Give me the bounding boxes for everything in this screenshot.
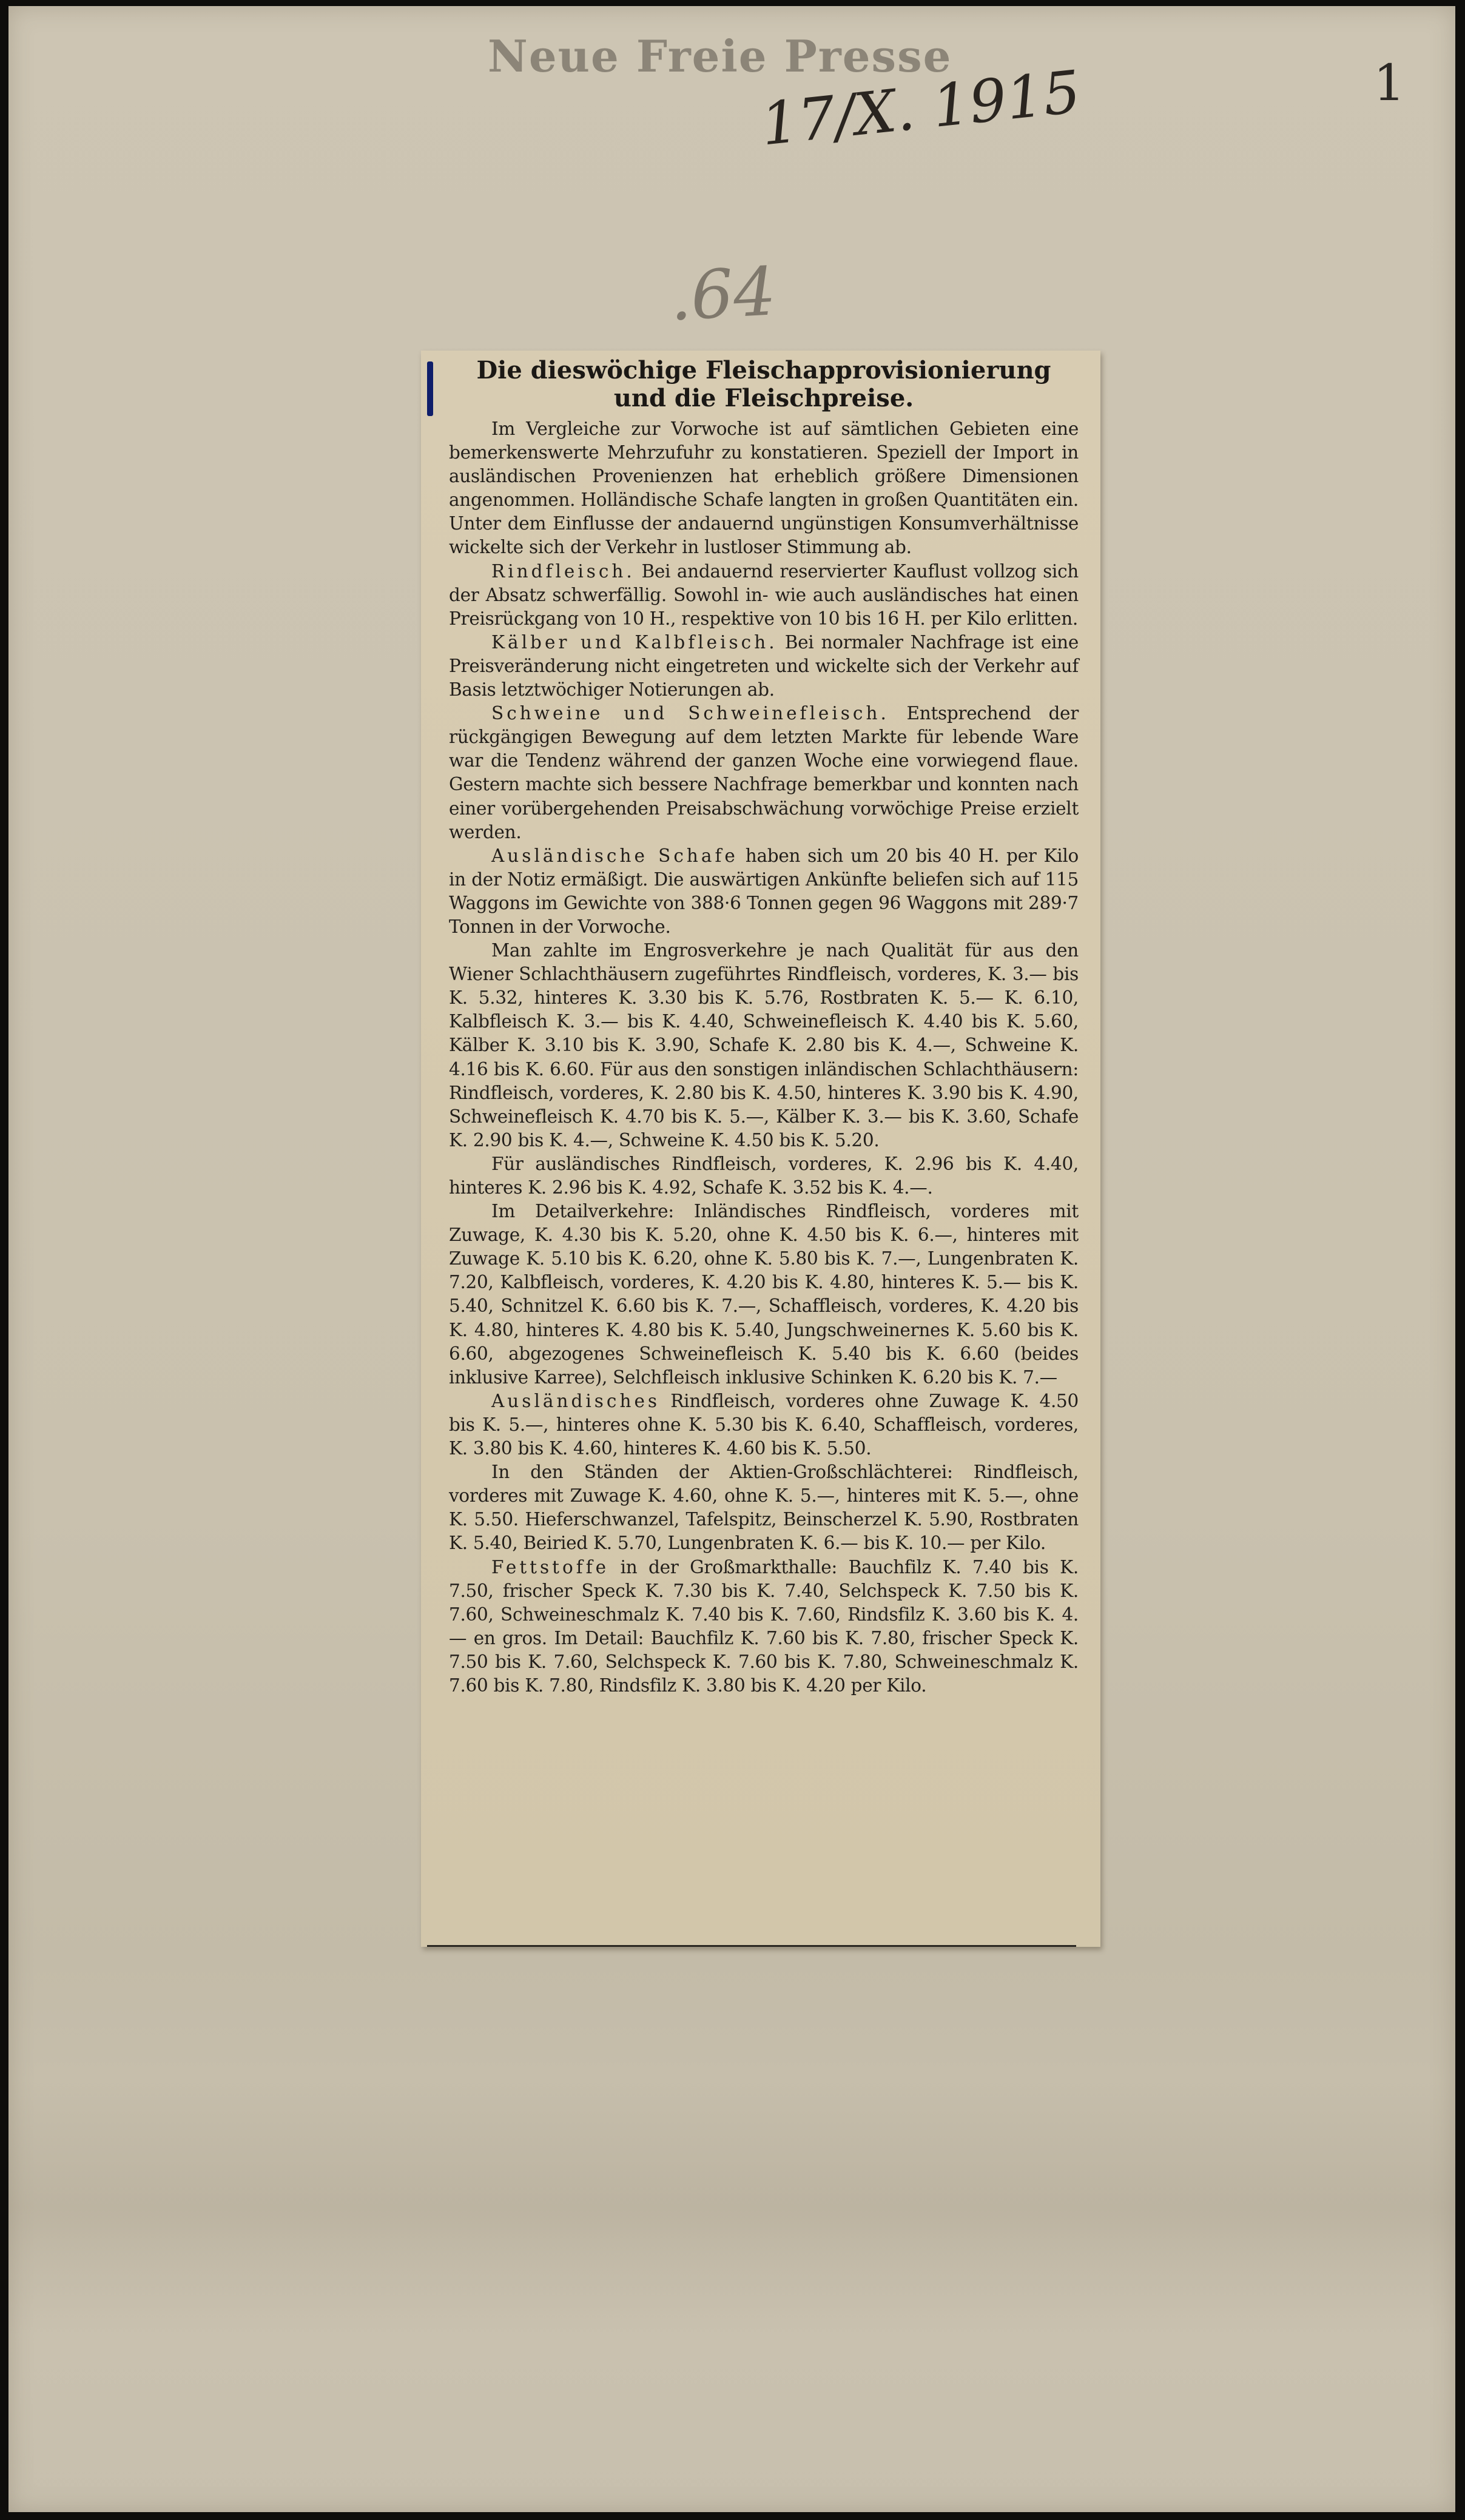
paragraph: Fettstoffe in der Großmarkthalle: Bauchfilz K. 7.40 bis K. 7.50, frischer Speck K. 7.30 bis K. 7.40, Selchspeck K. 7.50 bis K. 7.60, Schweineschmalz K. 7.40 bis K. 7.60, Rindsfilz K. 3.60 bis K. 4.— en gros. Im Detail: Bauchfilz K. 7.60 bis K. 7.80, frischer Speck K. 7.50 bis K. 7.60, Selchspeck K. 7.60 bis K. 7.80, Schweineschmalz K. 7.60 bis K. 7.80, Rindsfilz K. 3.80 bis K. 4.20 per Kilo.: [449, 1556, 1079, 1696]
paragraph: In den Ständen der Aktien-Großschlächterei: Rindfleisch, vorderes mit Zuwage K. 4.60, ohne K. 5.—, hinteres mit K. 5.—, ohne K. 5.50. Hieferschwanzel, Tafelspitz, Beinscherzel K. 5.90, Rostbraten K. 5.40, Beiried K. 5.70, Lungenbraten K. 6.— bis K. 10.— per Kilo.: [449, 1462, 1079, 1554]
paragraph: Ausländisches Rindfleisch, vorderes ohne Zuwage K. 4.50 bis K. 5.—, hinteres ohne K. 5.30 bis K. 6.40, Schaffleisch, vorderes, K. 3.80 bis K. 4.60, hinteres K. 4.60 bis K. 5.50.: [449, 1390, 1079, 1459]
paragraph: Im Detailverkehre: Inländisches Rindfleisch, vorderes mit Zuwage, K. 4.30 bis K. 5.20, ohne K. 4.50 bis K. 6.—, hinteres mit Zuwage K. 5.10 bis K. 6.20, ohne K. 5.80 bis K. 7.—, Lungenbraten K. 7.20, Kalbfleisch, vorderes, K. 4.20 bis K. 4.80, hinteres K. 5.— bis K. 5.40, Schnitzel K. 6.60 bis K. 7.—, Schaffleisch, vorderes, K. 4.20 bis K. 4.80, hinteres K. 4.80 bis K. 5.40, Jungschweinernes K. 5.60 bis K. 6.60, abgezogenes Schweinefleisch K. 5.40 bis K. 6.60 (beides inklusive Karree), Selchfleisch inklusive Schinken K. 6.20 bis K. 7.—: [449, 1201, 1079, 1388]
ink-mark-icon: [427, 361, 433, 416]
handwritten-date: 17/X. 1915: [758, 58, 1084, 159]
headline-line-2: und die Fleischpreise.: [613, 384, 914, 412]
paragraph: Im Vergleiche zur Vorwoche ist auf sämtlichen Gebieten eine bemerkenswerte Mehrzufuhr zu konstatieren. Speziell der Import in ausländischen Provenienzen hat erheblich größere Dimensionen angenommen. Holländische Schafe langten in großen Quantitäten ein. Unter dem Einflusse der andauernd ungünstigen Konsumverhältnisse wickelte sich der Verkehr in lustloser Stimmung ab.: [449, 418, 1079, 558]
paragraph: Kälber und Kalbfleisch. Bei normaler Nachfrage ist eine Preisveränderung nicht eingetreten und wickelte sich der Verkehr auf Basis letztwöchiger Notierungen ab.: [449, 631, 1079, 701]
paragraph: Man zahlte im Engrosverkehre je nach Qualität für aus den Wiener Schlachthäusern zugeführtes Rindfleisch, vorderes, K. 3.— bis K. 5.32, hinteres K. 3.30 bis K. 5.76, Rostbraten K. 5.— K. 6.10, Kalbfleisch K. 3.— bis K. 4.40, Schweinefleisch K. 4.40 bis K. 5.60, Kälber K. 3.10 bis K. 3.90, Schafe K. 2.80 bis K. 4.—, Schweine K. 4.16 bis K. 6.60. Für aus den sonstigen inländischen Schlachthäusern: Rindfleisch, vorderes, K. 2.80 bis K. 4.50, hinteres K. 3.90 bis K. 4.90, Schweinefleisch K. 4.70 bis K. 5.—, Kälber K. 3.— bis K. 3.60, Schafe K. 2.90 bis K. 4.—, Schweine K. 4.50 bis K. 5.20.: [449, 940, 1079, 1151]
article-headline: [449, 357, 1079, 412]
page-number: 1: [1373, 55, 1406, 112]
newspaper-stamp: Neue Freie Presse: [488, 30, 952, 82]
paragraph: Schweine und Schweinefleisch. Entsprechend der rückgängigen Bewegung auf dem letzten Markte für lebende Ware war die Tendenz während der ganzen Woche eine vorwiegend flaue. Gestern machte sich bessere Nachfrage bemerkbar und konnten nach einer vorübergehenden Preisabschwächung vorwöchige Preise erzielt werden.: [449, 703, 1079, 842]
pencil-mark: .64: [667, 252, 778, 336]
paragraph: Für ausländisches Rindfleisch, vorderes, K. 2.96 bis K. 4.40, hinteres K. 2.96 bis K. 4.92, Schafe K. 3.52 bis K. 4.—.: [449, 1153, 1079, 1198]
headline-line-1: Die dieswöchige Fleischapprovisionierung: [476, 356, 1051, 385]
archive-sheet: [8, 6, 1455, 2512]
newspaper-clipping: [421, 351, 1100, 1947]
bottom-rule: [427, 1945, 1076, 1947]
paragraph: Rindfleisch. Bei andauernd reservierter Kauflust vollzog sich der Absatz schwerfällig. Sowohl in- wie auch ausländisches hat einen Preisrückgang von 10 H., respektive von 10 bis 16 H. per Kilo erlitten.: [449, 560, 1079, 629]
article-body: [449, 417, 1079, 1698]
paragraph: Ausländische Schafe haben sich um 20 bis 40 H. per Kilo in der Notiz ermäßigt. Die auswärtigen Ankünfte beliefen sich auf 115 Waggons im Gewichte von 388·6 Tonnen gegen 96 Waggons mit 289·7 Tonnen in der Vorwoche.: [449, 845, 1079, 937]
